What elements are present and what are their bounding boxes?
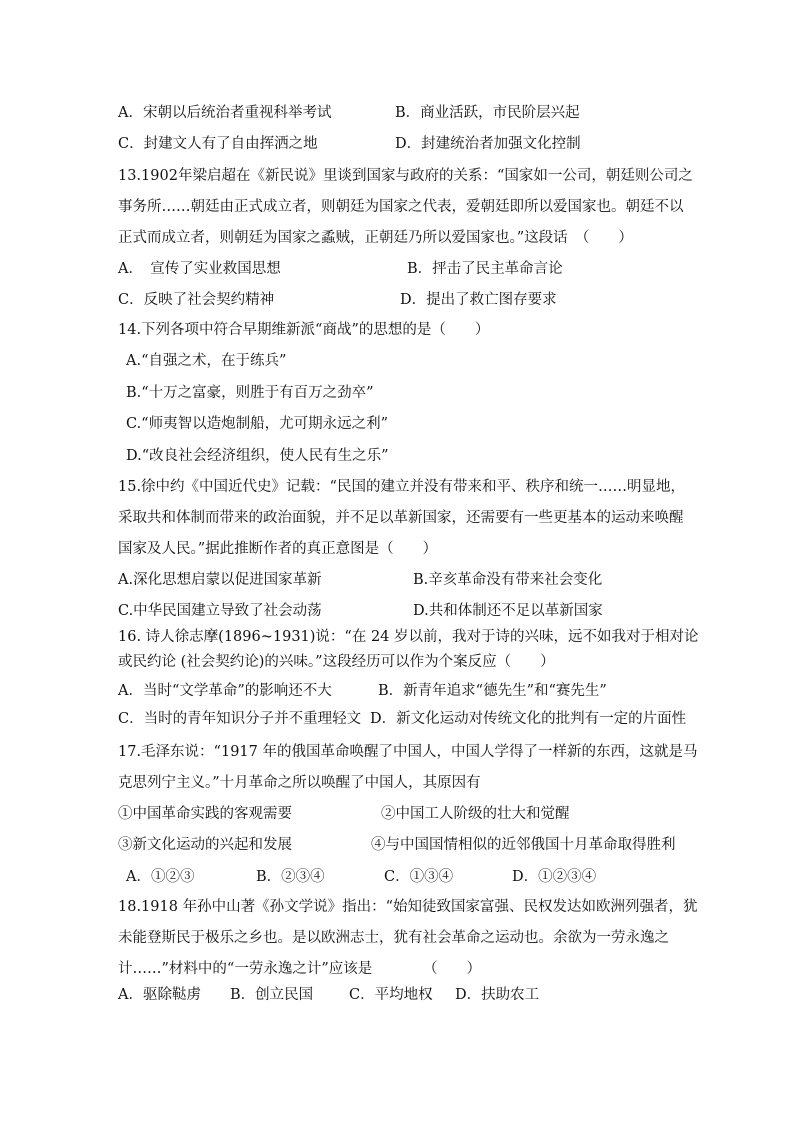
q17-option-d: D．①②③④	[512, 869, 597, 885]
q16-stem-line1: 16. 诗人徐志摩(1896~1931)说：“在 24 岁以前，我对于诗的兴味，远不如我对于相对论	[118, 629, 699, 645]
q17-stem-line2: 克思列宁主义。”十月革命之所以唤醒了中国人，其原因有	[118, 775, 481, 791]
q15-option-c: C.中华民国建立导致了社会动荡	[118, 603, 322, 619]
q14-stem: 14.下列各项中符合早期维新派“商战”的思想的是（ ）	[118, 322, 490, 338]
q16-option-b: B．新青年追求“德先生”和“赛先生”	[378, 683, 607, 699]
q18-stem-line3: 计……”材料中的“一劳永逸之计”应该是 （ ）	[118, 961, 481, 977]
q18-stem-line2: 未能登斯民于极乐之乡也。是以欧洲志士，犹有社会革命之运动也。余欲为一劳永逸之	[118, 930, 669, 946]
q18-stem-line1: 18.1918 年孙中山著《孙文学说》指出：“始知徒致国家富强、民权发达如欧洲列强者，犹	[118, 899, 698, 915]
q13-option-c: C．反映了社会契约精神	[118, 292, 275, 308]
q13-option-a: A． 宣传了实业救国思想	[118, 261, 281, 277]
q17-stem-line1: 17.毛泽东说：“1917 年的俄国革命唤醒了中国人，中国人学得了一样新的东西，这就是马	[118, 744, 698, 760]
q13-option-b: B．抨击了民主革命言论	[407, 261, 563, 277]
q17-item-1: ①中国革命实践的客观需要	[118, 806, 292, 822]
q16-option-c: C．当时的青年知识分子并不重理轻文	[118, 711, 362, 727]
q15-stem-line2: 采取共和体制而带来的政治面貌，并不足以革新国家，还需要有一些更基本的运动来唤醒	[118, 510, 684, 526]
q17-option-a: A．①②③	[126, 869, 195, 885]
q14-option-a: A.“自强之术，在于练兵”	[126, 353, 287, 369]
q12-option-d: D．封建统治者加强文化控制	[395, 136, 581, 152]
q12-options-row1	[118, 103, 331, 123]
q17-item-2: ②中国工人阶级的壮大和觉醒	[381, 806, 570, 822]
q14-option-d: D.“改良社会经济组织，使人民有生之乐”	[126, 448, 389, 464]
q17-item-3: ③新文化运动的兴起和发展	[118, 837, 292, 853]
q14-option-b: B.“十万之富豪，则胜于有百万之劲卒”	[126, 385, 374, 401]
q15-stem-line3: 国家及人民。”据此推断作者的真正意图是（ ）	[118, 541, 438, 557]
q15-option-d: D.共和体制还不足以革新国家	[413, 603, 603, 619]
q17-option-b: B．②③④	[256, 869, 325, 885]
q18-option-c: C．平均地权	[349, 987, 433, 1003]
q16-option-a: A．当时“文学革命”的影响还不大	[118, 683, 332, 699]
q16-stem-line2: 或民约论 (社会契约论)的兴味。”这段经历可以作为个案反应（ ）	[118, 654, 555, 670]
q13-option-d: D．提出了救亡图存要求	[400, 292, 557, 308]
q14-option-c: C.“师夷智以造炮制船，尤可期永远之利”	[126, 416, 389, 432]
q13-stem-line2: 事务所……朝廷由正式成立者，则朝廷为国家之代表，爱朝廷即所以爱国家也。朝廷不以	[118, 199, 684, 215]
q12-option-b: B．商业活跃，市民阶层兴起	[395, 105, 580, 121]
q17-option-c: C．①③④	[384, 869, 454, 885]
q18-option-b: B．创立民国	[230, 987, 314, 1003]
q15-option-b: B.辛亥革命没有带来社会变化	[413, 572, 603, 588]
q16-option-d: D．新文化运动对传统文化的批判有一定的片面性	[370, 711, 687, 727]
q15-stem-line1: 15.徐中约《中国近代史》记载：“民国的建立并没有带来和平、秩序和统一……明显地，	[118, 479, 685, 495]
q12-option-a: A．宋朝以后统治者重视科举考试	[118, 105, 332, 121]
q17-item-4: ④与中国国情相似的近邻俄国十月革命取得胜利	[371, 837, 676, 853]
q18-option-d: D．扶助农工	[455, 987, 540, 1003]
q18-option-a: A．驱除鞑虏	[118, 987, 201, 1003]
q13-stem-line3: 正式而成立者，则朝廷为国家之蟊贼，正朝廷乃所以爱国家也。”这段话 （ ）	[118, 230, 633, 246]
q12-option-c: C．封建文人有了自由挥洒之地	[118, 136, 318, 152]
q13-stem-line1: 13.1902年梁启超在《新民说》里谈到国家与政府的关系：“国家如一公司，朝廷则公司之	[118, 168, 693, 184]
q15-option-a: A.深化思想启蒙以促进国家革新	[118, 572, 322, 588]
